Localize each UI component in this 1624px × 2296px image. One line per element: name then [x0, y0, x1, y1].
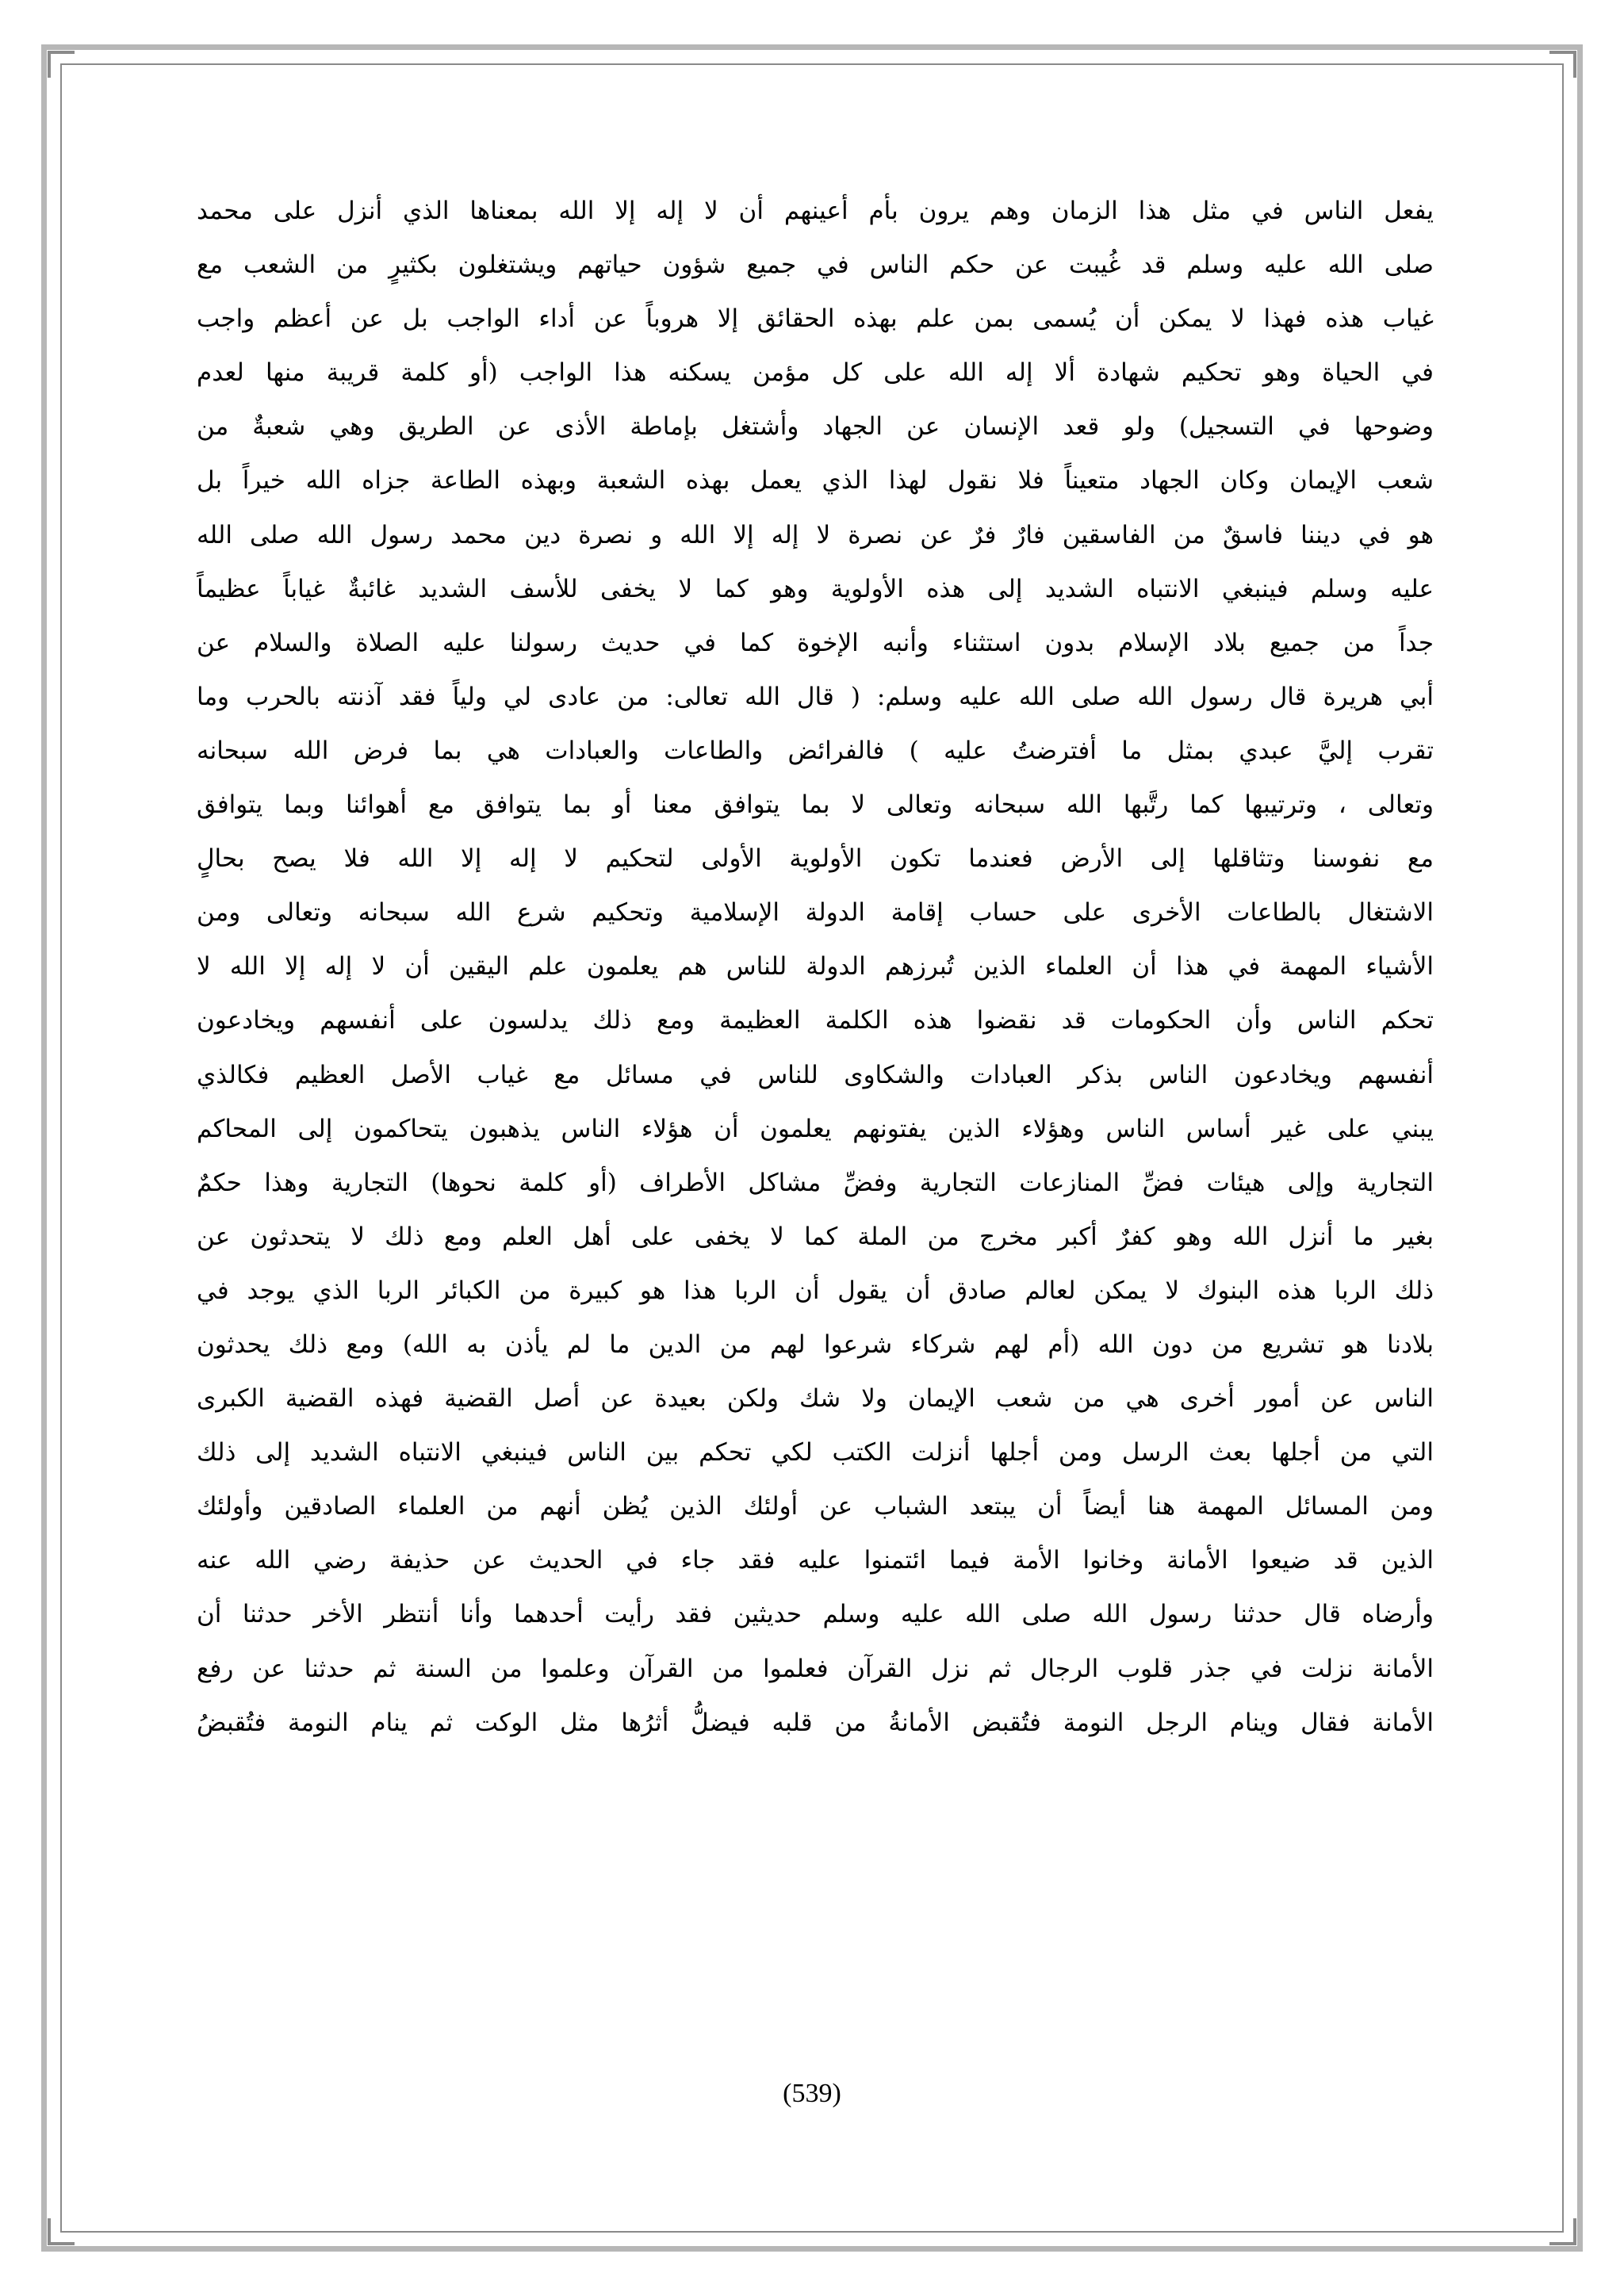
- text-line: يبني على غير أساس الناس وهؤلاء الذين يفتونهم يعلمون أن هؤلاء الناس يذهبون يتحاكمون إلى المحاكم: [197, 1114, 1434, 1143]
- text-line: غياب هذه فهذا لا يمكن أن يُسمى بمن علم بهذه الحقائق إلا هروباً عن أداء الواجب بل عن أعظم واجب: [197, 304, 1434, 334]
- text-line: هو في ديننا فاسقٌ من الفاسقين فارٌ فرٌ عن نصرة لا إله إلا الله و نصرة دين محمد رسول الله صلى الله: [197, 520, 1434, 549]
- text-line: الناس عن أمور أخرى هي من شعب الإيمان ولا شك ولكن بعيدة عن أصل القضية فهذه القضية الكبرى: [197, 1384, 1434, 1414]
- text-line: أبي هريرة قال رسول الله صلى الله عليه وسلم: ( قال الله تعالى: من عادى لي ولياً فقد آذنته بالحرب وما: [197, 682, 1434, 711]
- text-line: الأمانة فقال وينام الرجل النومة فتُقبض الأمانةُ من قلبه فيضلُّ أثرُها مثل الوكت ثم ينام النومة فتُقبضُ: [197, 1708, 1434, 1737]
- text-line: الأمانة نزلت في جذر قلوب الرجال ثم نزل القرآن فعلموا من القرآن وعلموا من السنة ثم حدثنا عن رفع: [197, 1654, 1434, 1683]
- text-line: صلى الله عليه وسلم قد غُيبت عن حكم الناس في جميع شؤون حياتهم ويشتغلون بكثيرٍ من الشعب مع: [197, 251, 1434, 280]
- text-line: عليه وسلم فينبغي الانتباه الشديد إلى هذه الأولوية وهو كما لا يخفى للأسف الشديد غائبةٌ غياباً عظيماً: [197, 574, 1434, 603]
- text-line: بلادنا هو تشريع من دون الله (أم لهم شركاء شرعوا لهم من الدين ما لم يأذن به الله) ومع ذلك يحدثون: [197, 1330, 1434, 1359]
- border-corner-ornament: [48, 51, 75, 78]
- text-line: ذلك الربا هذه البنوك لا يمكن لعالم صادق أن يقول أن الربا هذا هو كبيرة من الكبائر الربا الذي يوجد في: [197, 1276, 1434, 1305]
- text-line: وتعالى ، وترتيبها كما رتَّبها الله سبحانه وتعالى لا بما يتوافق معنا أو بما يتوافق مع أهوائنا وبما يتوافق: [197, 790, 1434, 820]
- text-line: في الحياة وهو تحكيم شهادة ألا إله الله على كل مؤمن يسكنه هذا الواجب (أو كلمة قريبة منها لعدم: [197, 358, 1434, 388]
- text-line: الأشياء المهمة في هذا أن العلماء الذين تُبرزهم الدولة للناس هم يعلمون علم اليقين أن لا إله إلا الله لا: [197, 952, 1434, 982]
- text-line: مع نفوسنا وتثاقلها إلى الأرض فعندما تكون الأولوية الأولى لتحكيم لا إله إلا الله فلا يصح بحالٍ: [197, 844, 1434, 874]
- text-line: جداً من جميع بلاد الإسلام بدون استثناء وأنبه الإخوة كما في حديث رسولنا عليه الصلاة والسلام عن: [197, 628, 1434, 657]
- border-corner-ornament: [48, 2218, 75, 2245]
- page-number: (539): [783, 2079, 841, 2108]
- text-line: الاشتغال بالطاعات الأخرى على حساب إقامة الدولة الإسلامية وتحكيم شرع الله سبحانه وتعالى ومن: [197, 898, 1434, 928]
- text-line: ومن المسائل المهمة هنا أيضاً أن يبتعد الشباب عن أولئك الذين يُظن أنهم من العلماء الصادقين وأولئك: [197, 1492, 1434, 1521]
- text-line: وضوحها في التسجيل) ولو قعد الإنسان عن الجهاد وأشتغل بإماطة الأذى عن الطريق وهي شعبةٌ من: [197, 412, 1434, 442]
- text-line: التي من أجلها بعث الرسل ومن أجلها أنزلت الكتب لكي تحكم بين الناس فينبغي الانتباه الشديد إلى ذلك: [197, 1438, 1434, 1468]
- text-line: الذين قد ضيعوا الأمانة وخانوا الأمة فيما ائتمنوا عليه فقد جاء في الحديث عن حذيفة رضي الله عنه: [197, 1546, 1434, 1575]
- text-line: التجارية وإلى هيئات فضِّ المنازعات التجارية وفضِّ مشاكل الأطراف (أو كلمة نحوها) التجارية وهذا حكمٌ: [197, 1168, 1434, 1197]
- text-line: وأرضاه قال حدثنا رسول الله صلى الله عليه وسلم حديثين فقد رأيت أحدهما وأنا أنتظر الأخر حدثنا أن: [197, 1600, 1434, 1629]
- text-line: بغير ما أنزل الله وهو كفرٌ أكبر مخرج من الملة كما لا يخفى على أهل العلم ومع ذلك لا يتحدثون عن: [197, 1222, 1434, 1251]
- text-line: يفعل الناس في مثل هذا الزمان وهم يرون بأم أعينهم أن لا إله إلا الله بمعناها الذي أنزل على محمد: [197, 197, 1434, 225]
- border-corner-ornament: [1549, 2218, 1576, 2245]
- border-corner-ornament: [1549, 51, 1576, 78]
- text-line: تحكم الناس وأن الحكومات قد نقضوا هذه الكلمة العظيمة ومع ذلك يدلسون على أنفسهم ويخادعون: [197, 1006, 1434, 1035]
- body-text: [197, 184, 1434, 1750]
- text-line: أنفسهم ويخادعون الناس بذكر العبادات والشكاوى للناس في مسائل مع غياب الأصل العظيم فكالذي: [197, 1060, 1434, 1089]
- text-line: شعب الإيمان وكان الجهاد متعيناً فلا نقول لهذا الذي يعمل بهذه الشعبة وبهذه الطاعة جزاه الله خيراً بل: [197, 466, 1434, 496]
- text-line: تقرب إليَّ عبدي بمثل ما أفترضتُ عليه ) فالفرائض والطاعات والعبادات هي بما فرض الله سبحانه: [197, 736, 1434, 765]
